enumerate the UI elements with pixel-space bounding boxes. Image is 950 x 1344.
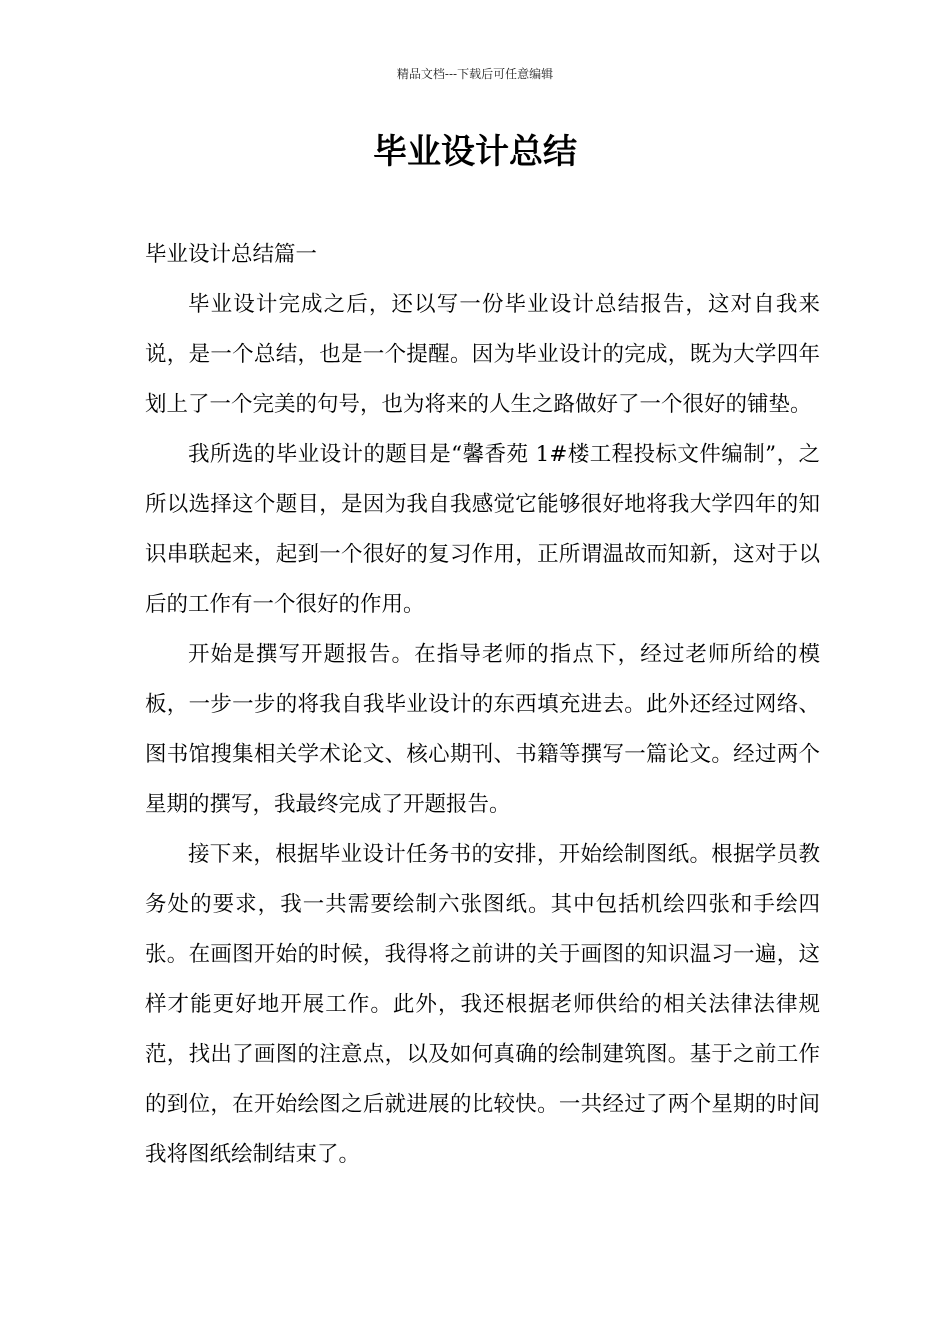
paragraph: 接下来，根据毕业设计任务书的安排，开始绘制图纸。根据学员教务处的要求，我一共需要绘制六张图纸。其中包括机绘四张和手绘四张。在画图开始的时候，我得将之前讲的关于画图的知识温习一遍，这样才能更好地开展工作。此外，我还根据老师供给的相关法律法律规范，找出了画图的注意点，以及如何真确的绘制建筑图。基于之前工作的到位，在开始绘图之后就进展的比较快。一共经过了两个星期的时间我将图纸绘制结束了。 xyxy=(145,842,820,1167)
document-title: 毕业设计总结 xyxy=(373,132,577,172)
paragraph: 毕业设计完成之后，还以写一份毕业设计总结报告，这对自我来说，是一个总结，也是一个提醒。因为毕业设计的完成，既为大学四年划上了一个完美的句号，也为将来的人生之路做好了一个很好的铺垫。 xyxy=(145,292,820,417)
section-heading: 毕业设计总结篇一 xyxy=(145,242,318,267)
paragraph: 开始是撰写开题报告。在指导老师的指点下，经过老师所给的模板，一步一步的将我自我毕业设计的东西填充进去。此外还经过网络、图书馆搜集相关学术论文、核心期刊、书籍等撰写一篇论文。经过两个星期的撰写，我最终完成了开题报告。 xyxy=(145,642,820,817)
paragraph: 我所选的毕业设计的题目是“馨香苑 1#楼工程投标文件编制”，之所以选择这个题目，是因为我自我感觉它能够很好地将我大学四年的知识串联起来，起到一个很好的复习作用，正所谓温故而知新，这对于以后的工作有一个很好的作用。 xyxy=(145,442,820,617)
header-note: 精品文档---下载后可任意编辑 xyxy=(396,67,554,81)
document-body xyxy=(145,230,820,1180)
